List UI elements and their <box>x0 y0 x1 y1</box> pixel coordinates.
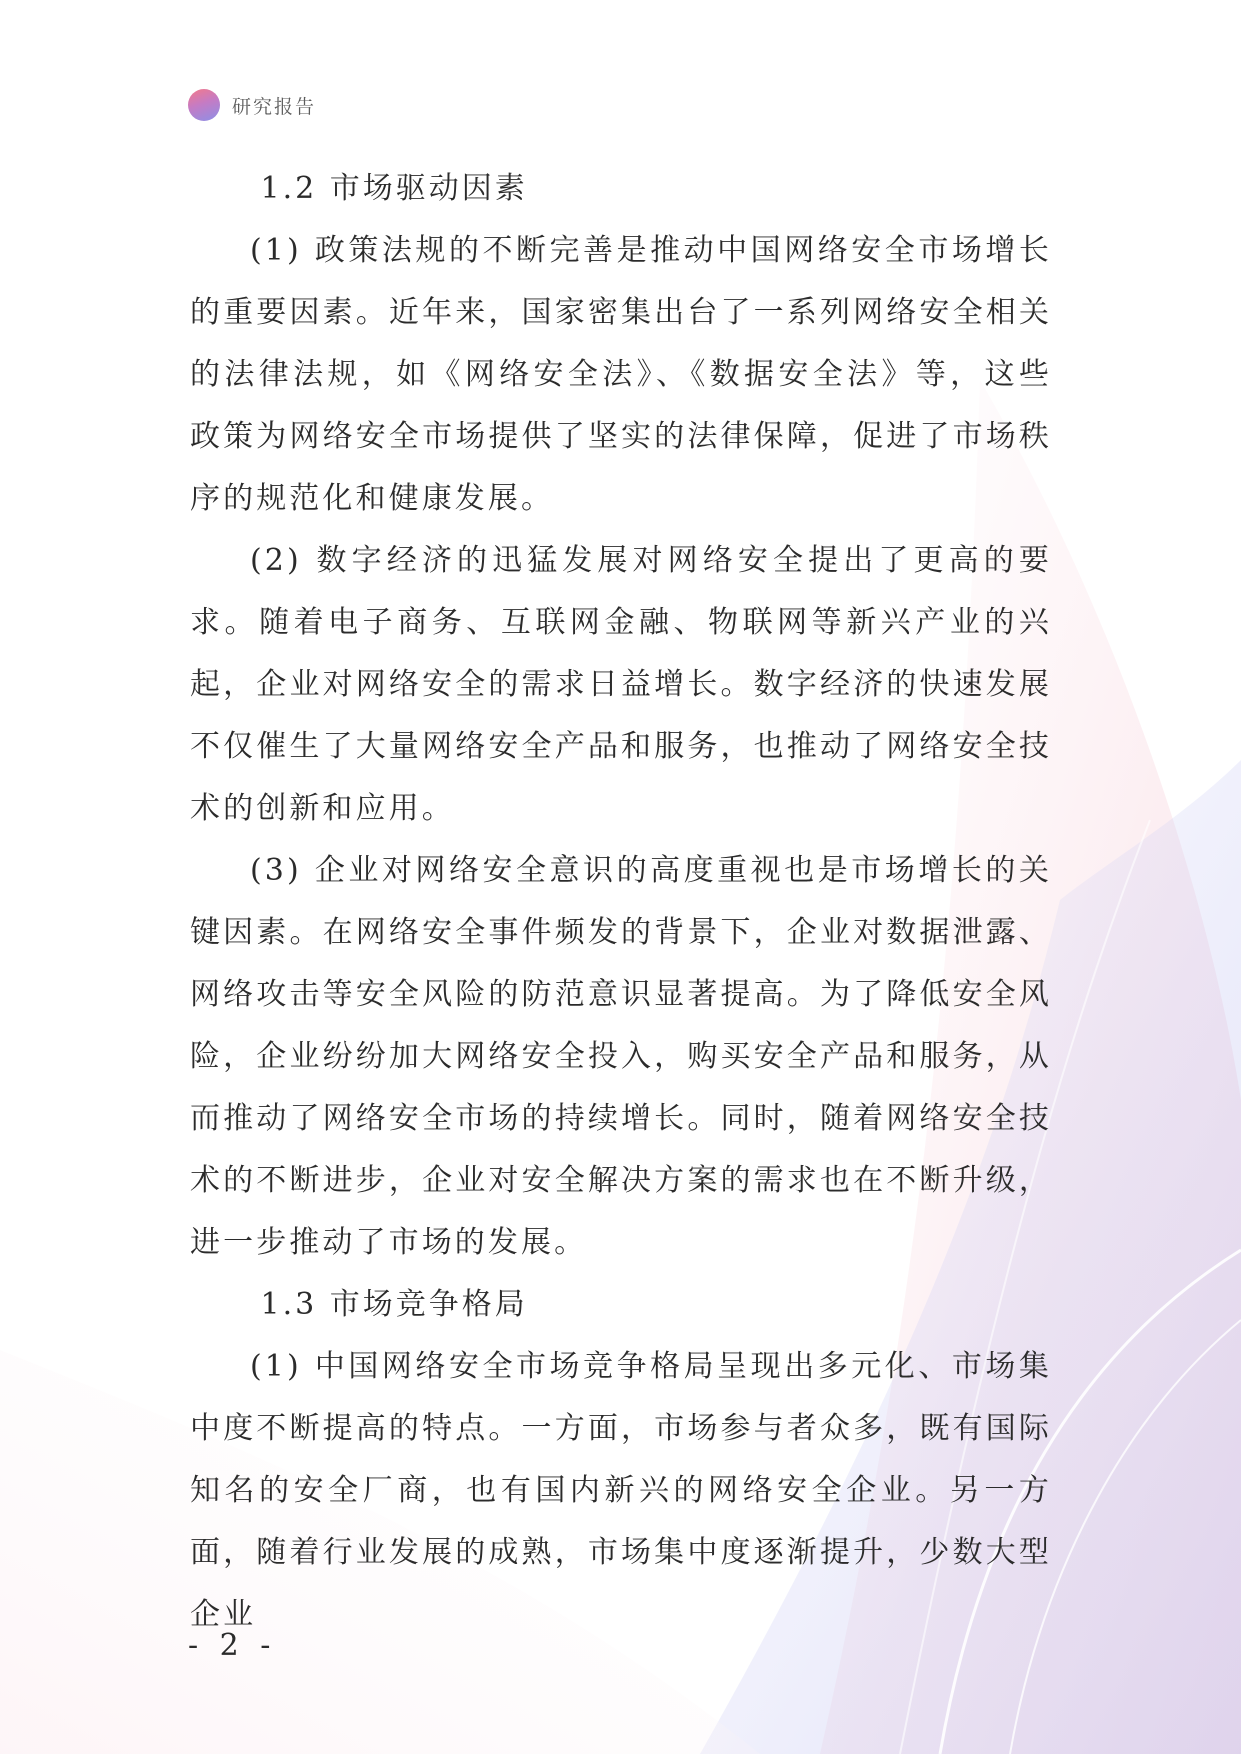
paragraph-competition: (1) 中国网络安全市场竞争格局呈现出多元化、市场集中度不断提高的特点。一方面，市场参与者众多，既有国际知名的安全厂商，也有国内新兴的网络安全企业。另一方面，随着行业发展的成熟，市场集中度逐渐提升，少数大型企业 <box>190 1349 1052 1632</box>
section-heading-1-3: 1.3 市场竞争格局 <box>260 1287 528 1322</box>
logo-circle-icon <box>188 89 220 121</box>
header-title: 研究报告 <box>232 95 317 118</box>
document-body <box>190 158 1052 1646</box>
section-heading-1-2: 1.2 市场驱动因素 <box>260 171 528 206</box>
paragraph-digital-economy: (2) 数字经济的迅猛发展对网络安全提出了更高的要求。随着电子商务、互联网金融、物联网等新兴产业的兴起，企业对网络安全的需求日益增长。数字经济的快速发展不仅催生了大量网络安全产品和服务，也推动了网络安全技术的创新和应用。 <box>190 543 1052 826</box>
page-number: - 2 - <box>188 1628 277 1663</box>
paragraph-enterprise-awareness: (3) 企业对网络安全意识的高度重视也是市场增长的关键因素。在网络安全事件频发的背景下，企业对数据泄露、网络攻击等安全风险的防范意识显著提高。为了降低安全风险，企业纷纷加大网络安全投入，购买安全产品和服务，从而推动了网络安全市场的持续增长。同时，随着网络安全技术的不断进步，企业对安全解决方案的需求也在不断升级，进一步推动了市场的发展。 <box>190 853 1052 1260</box>
paragraph-policy: (1) 政策法规的不断完善是推动中国网络安全市场增长的重要因素。近年来，国家密集出台了一系列网络安全相关的法律法规，如《网络安全法》、《数据安全法》等，这些政策为网络安全市场提供了坚实的法律保障，促进了市场秩序的规范化和健康发展。 <box>190 233 1052 516</box>
report-header <box>188 88 316 122</box>
